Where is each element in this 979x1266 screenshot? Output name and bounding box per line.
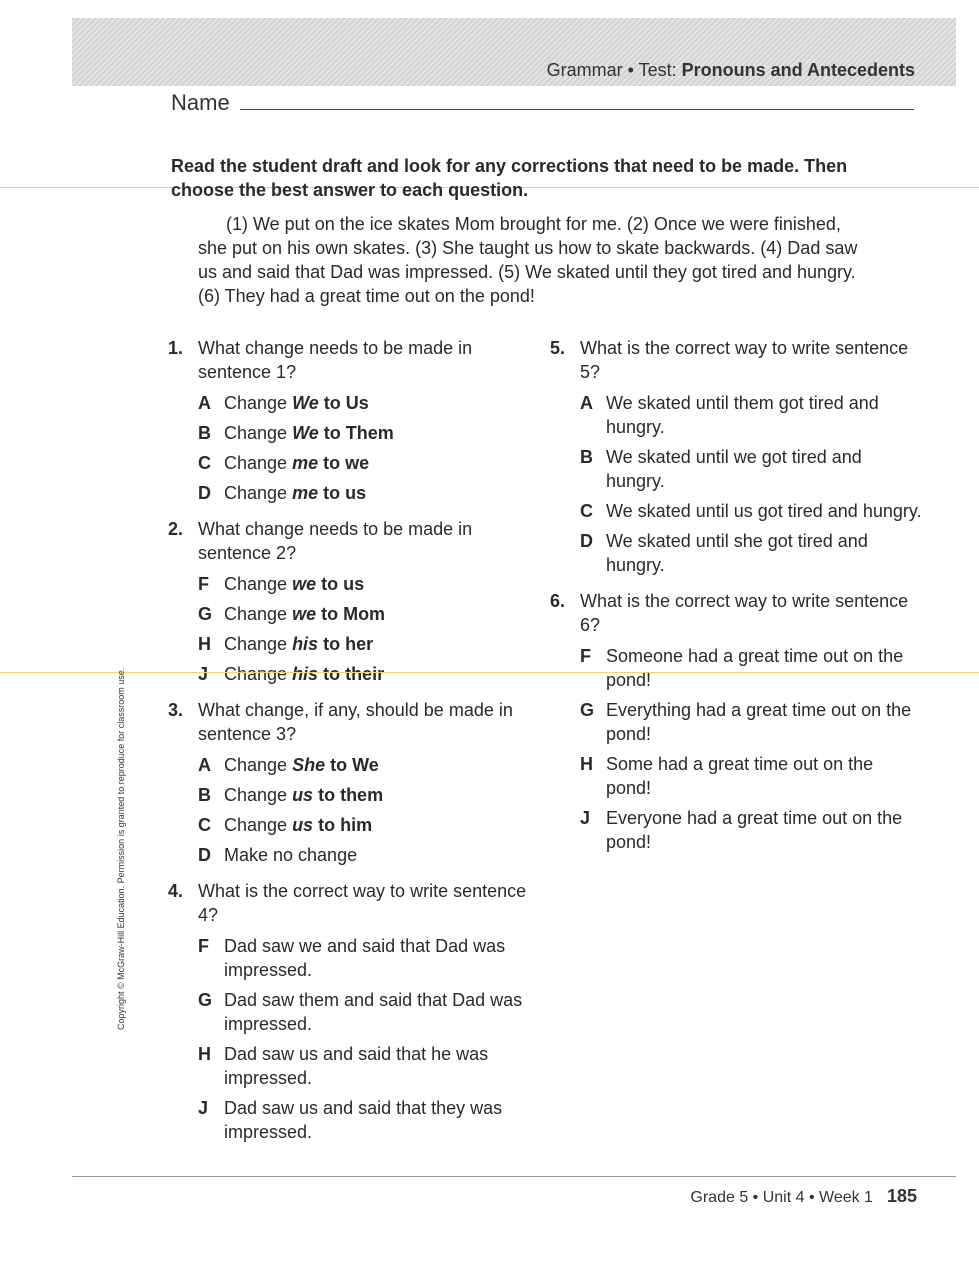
option-text-pre: Change: [224, 423, 293, 443]
option-text: We skated until us got tired and hungry.: [606, 501, 922, 521]
option-letter: G: [198, 604, 213, 624]
option-text-post: to Us: [318, 393, 369, 413]
question-text: What is the correct way to write sentence 6?: [580, 591, 909, 635]
option-text: [224, 753, 538, 777]
option-pronoun: we: [292, 604, 317, 624]
answer-option[interactable]: [198, 451, 538, 475]
option-letter: D: [198, 845, 211, 865]
page-title: [547, 60, 915, 81]
answer-option[interactable]: [198, 481, 538, 505]
option-text: Make no change: [224, 845, 358, 865]
question-6: [550, 589, 922, 854]
option-letter: F: [580, 646, 591, 666]
instructions: Read the student draft and look for any corrections that need to be made. Then choose the best answer to each question.: [171, 156, 848, 200]
option-letter: J: [580, 808, 591, 828]
option-text-post: to us: [316, 574, 365, 594]
option-letter: A: [198, 755, 211, 775]
option-text-pre: Change: [224, 634, 293, 654]
answer-option[interactable]: [580, 644, 922, 692]
option-letter: H: [198, 634, 211, 654]
question-number: 6.: [550, 591, 566, 611]
answer-option[interactable]: [198, 391, 538, 415]
question-number: 5.: [550, 338, 566, 358]
option-text-pre: Change: [224, 815, 293, 835]
option-text-post: to Them: [318, 423, 394, 443]
option-letter: H: [198, 1044, 211, 1064]
option-text-post: to her: [318, 634, 374, 654]
question-text: What change, if any, should be made in sentence 3?: [198, 700, 513, 744]
student-draft-passage: (1) We put on the ice skates Mom brought for me. (2) Once we were finished, she put on his own skates. (3) She taught us how to skate backwards. (4) Dad saw us and said that Dad was impressed. (5) We skated until they got tired and hungry. (6) They had a great time out on the pond!: [198, 214, 858, 306]
answer-option[interactable]: [198, 572, 538, 596]
option-text: [224, 451, 538, 475]
option-text: [224, 783, 538, 807]
answer-option[interactable]: [580, 752, 922, 800]
option-text-pre: Change: [224, 664, 293, 684]
option-letter: B: [198, 785, 211, 805]
option-text: Someone had a great time out on the pond!: [606, 646, 904, 690]
option-letter: F: [198, 574, 209, 594]
option-letter: B: [580, 447, 593, 467]
option-letter: J: [198, 664, 209, 684]
option-text: Everything had a great time out on the pond!: [606, 700, 912, 744]
option-letter: J: [198, 1098, 209, 1118]
question-1: [168, 336, 538, 505]
grade-info: Grade 5 • Unit 4 • Week 1: [690, 1189, 873, 1206]
question-text: What change needs to be made in sentence 2?: [198, 519, 473, 563]
answer-option[interactable]: [198, 602, 538, 626]
footer-divider: [72, 1176, 956, 1177]
option-pronoun: us: [292, 785, 314, 805]
option-letter: A: [580, 393, 593, 413]
option-text: [224, 572, 538, 596]
option-text-pre: Change: [224, 453, 293, 473]
answer-option[interactable]: [198, 988, 538, 1036]
option-text: [224, 662, 538, 686]
name-label: Name: [171, 90, 230, 115]
option-text: [224, 481, 538, 505]
option-letter: C: [198, 453, 211, 473]
title-topic: Pronouns and Antecedents: [681, 60, 915, 80]
answer-option[interactable]: [580, 698, 922, 746]
question-3: [168, 698, 538, 867]
option-letter: F: [198, 936, 209, 956]
option-text: We skated until them got tired and hungry.: [606, 393, 879, 437]
question-4: [168, 879, 538, 1144]
name-field[interactable]: [240, 109, 914, 110]
answer-option[interactable]: [580, 391, 922, 439]
answer-option[interactable]: [198, 843, 538, 867]
answer-option[interactable]: [198, 662, 538, 686]
option-text: [224, 602, 538, 626]
answer-option[interactable]: [580, 806, 922, 854]
answer-option[interactable]: [198, 753, 538, 777]
option-text: Dad saw we and said that Dad was impressed.: [224, 936, 506, 980]
question-2: [168, 517, 538, 686]
page-footer: [690, 1186, 917, 1207]
option-text-post: to their: [318, 664, 385, 684]
copyright-notice: Copyright © McGraw-Hill Education. Permission is granted to reproduce for classroom use.: [116, 667, 126, 1030]
option-text-pre: Change: [224, 755, 293, 775]
option-text: Dad saw them and said that Dad was impressed.: [224, 990, 523, 1034]
answer-option[interactable]: [198, 783, 538, 807]
answer-option[interactable]: [580, 499, 922, 523]
option-pronoun: we: [292, 574, 317, 594]
answer-option[interactable]: [198, 934, 538, 982]
answer-option[interactable]: [198, 1042, 538, 1090]
question-text: What is the correct way to write sentence 5?: [580, 338, 909, 382]
questions-column-right: [550, 336, 922, 866]
option-text-pre: Change: [224, 604, 293, 624]
option-text-post: to him: [313, 815, 373, 835]
question-text: What is the correct way to write sentence 4?: [198, 881, 527, 925]
option-letter: D: [580, 531, 593, 551]
option-text: Everyone had a great time out on the pond!: [606, 808, 903, 852]
option-letter: H: [580, 754, 593, 774]
question-number: 4.: [168, 881, 184, 901]
option-letter: D: [198, 483, 211, 503]
option-letter: G: [198, 990, 213, 1010]
option-text-post: to we: [318, 453, 370, 473]
option-pronoun: his: [292, 634, 319, 654]
option-text-post: to Mom: [316, 604, 386, 624]
option-letter: B: [198, 423, 211, 443]
answer-option[interactable]: [198, 421, 538, 445]
option-pronoun: me: [292, 483, 319, 503]
question-number: 3.: [168, 700, 184, 720]
option-text: Dad saw us and said that they was impressed.: [224, 1098, 503, 1142]
answer-option[interactable]: [580, 445, 922, 493]
option-text-pre: Change: [224, 785, 293, 805]
option-pronoun: She: [292, 755, 326, 775]
scan-artifact-line: [0, 672, 979, 673]
option-pronoun: We: [292, 393, 319, 413]
option-text: Dad saw us and said that he was impressed.: [224, 1044, 489, 1088]
option-text: We skated until she got tired and hungry.: [606, 531, 868, 575]
option-pronoun: We: [292, 423, 319, 443]
option-text: Some had a great time out on the pond!: [606, 754, 874, 798]
option-text: [224, 391, 538, 415]
option-pronoun: me: [292, 453, 319, 473]
option-text-post: to them: [313, 785, 384, 805]
answer-option[interactable]: [580, 529, 922, 577]
question-number: 2.: [168, 519, 184, 539]
option-text: [224, 813, 538, 837]
option-pronoun: his: [292, 664, 319, 684]
option-text: [224, 421, 538, 445]
option-text-post: to We: [325, 755, 379, 775]
option-letter: A: [198, 393, 211, 413]
option-text-pre: Change: [224, 574, 293, 594]
title-prefix: Grammar • Test:: [546, 60, 682, 80]
option-letter: C: [580, 501, 593, 521]
option-letter: G: [580, 700, 595, 720]
answer-option[interactable]: [198, 1096, 538, 1144]
option-text-pre: Change: [224, 483, 293, 503]
question-number: 1.: [168, 338, 184, 358]
answer-option[interactable]: [198, 813, 538, 837]
option-pronoun: us: [292, 815, 314, 835]
option-text-pre: Change: [224, 393, 293, 413]
option-text: [224, 632, 538, 656]
question-5: [550, 336, 922, 577]
page-number: 185: [886, 1186, 917, 1206]
answer-option[interactable]: [198, 632, 538, 656]
option-text-post: to us: [318, 483, 367, 503]
option-letter: C: [198, 815, 211, 835]
option-text: We skated until we got tired and hungry.: [606, 447, 862, 491]
question-text: What change needs to be made in sentence 1?: [198, 338, 473, 382]
questions-column-left: [168, 336, 538, 1156]
